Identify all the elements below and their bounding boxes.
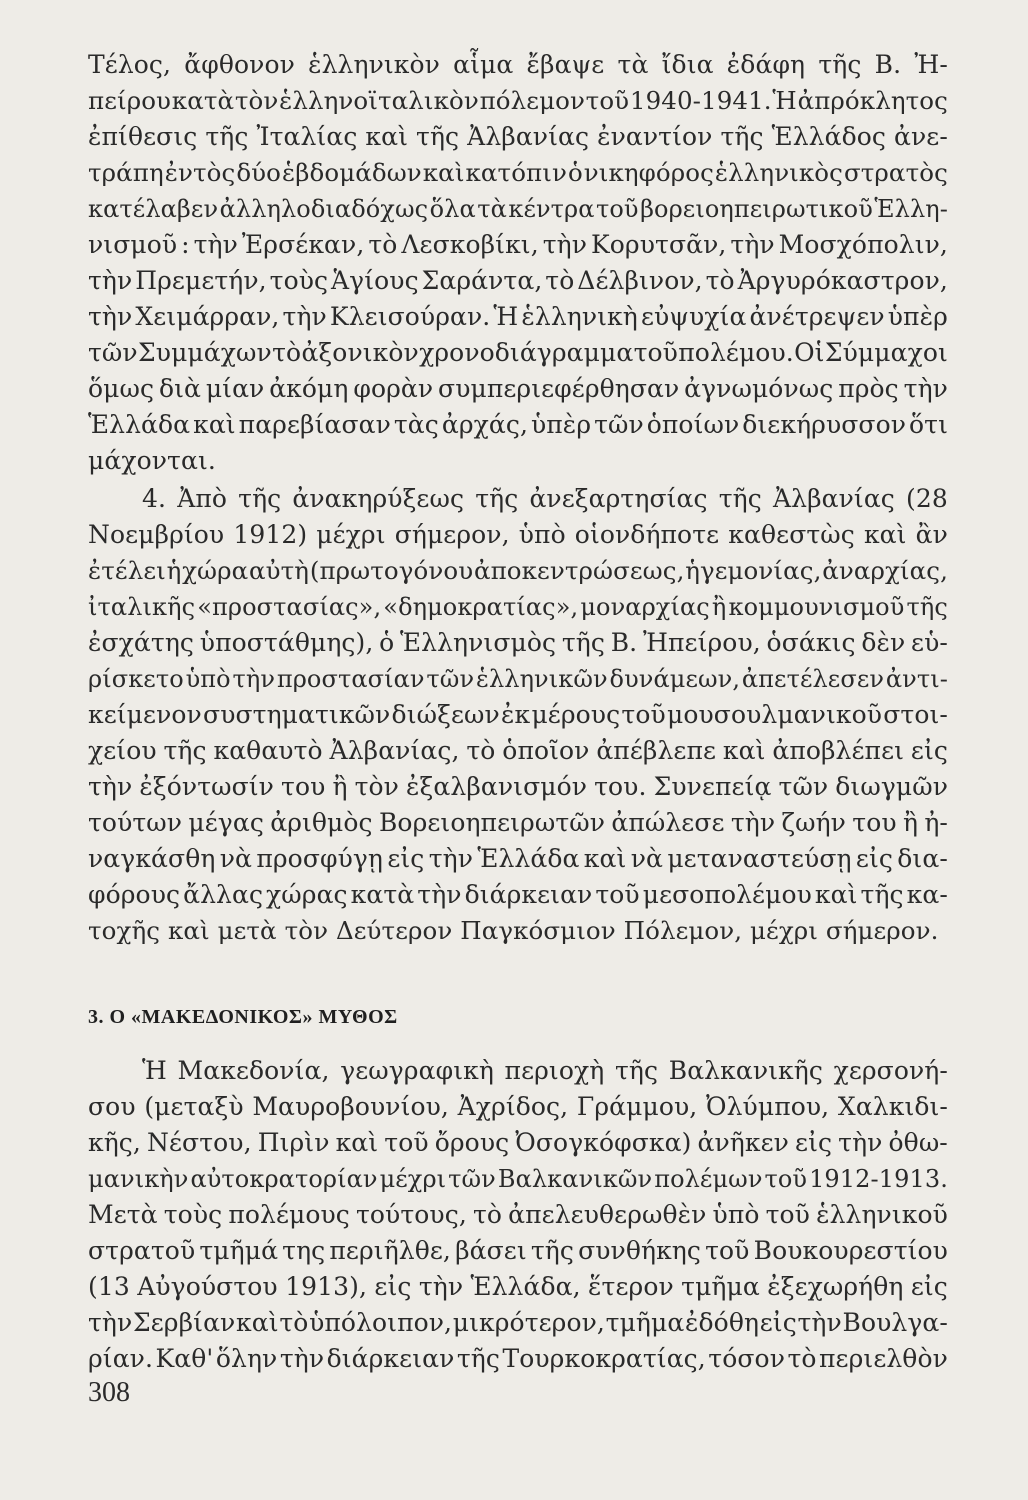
- text-line: ἐτέλει ἡ χώρα αὐτὴ (πρωτογόνου ἀποκεντρώσεως, ἡγεμονίας, ἀναρχίας,: [88, 556, 948, 585]
- text-line: τὴν Πρεμετήν, τοὺς Ἁγίους Σαράντα, τὸ Δέλβινον, τὸ Ἀργυρόκαστρον,: [88, 266, 948, 295]
- text-line: Ἡ Μακεδονία, γεωγραφικὴ περιοχὴ τῆς Βαλκανικῆς χερσονή-: [142, 1056, 948, 1085]
- text-line: τὴν Χειμάρραν, τὴν Κλεισούραν. Ἡ ἑλληνικὴ εὐψυχία ἀνέτρεψεν ὑπὲρ: [88, 302, 948, 331]
- text-line: τοχῆς καὶ μετὰ τὸν Δεύτερον Παγκόσμιον Πόλεμον, μέχρι σήμερον.: [88, 916, 939, 945]
- text-line: κείμενον συστηματικῶν διώξεων ἐκ μέρους τοῦ μουσουλμανικοῦ στοι-: [88, 700, 948, 729]
- text-line: τούτων μέγας ἀριθμὸς Βορειοηπειρωτῶν ἀπώλεσε τὴν ζωήν του ἢ ἠ-: [88, 808, 948, 837]
- text-line: τὴν ἐξόντωσίν του ἢ τὸν ἐξαλβανισμόν του. Συνεπείᾳ τῶν διωγμῶν: [88, 772, 948, 801]
- text-line: σου (μεταξὺ Μαυροβουνίου, Ἀχρίδος, Γράμμου, Ὀλύμπου, Χαλκιδι-: [88, 1092, 948, 1121]
- text-line: (13 Αὐγούστου 1913), εἰς τὴν Ἑλλάδα, ἕτερον τμῆμα ἐξεχωρήθη εἰς: [88, 1272, 948, 1301]
- section-heading: 3. Ο «ΜΑΚΕΔΟΝΙΚΟΣ» ΜΥΘΟΣ: [88, 1006, 398, 1028]
- text-line: φόρους ἄλλας χώρας κατὰ τὴν διάρκειαν τοῦ μεσοπολέμου καὶ τῆς κα-: [88, 880, 948, 909]
- text-line: Τέλος, ἄφθονον ἑλληνικὸν αἷμα ἔβαψε τὰ ἴδια ἐδάφη τῆς Β. Ἠ-: [88, 50, 948, 79]
- text-line: Νοεμβρίου 1912) μέχρι σήμερον, ὑπὸ οἱονδήποτε καθεστὼς καὶ ἂν: [88, 520, 948, 549]
- text-line: κατέλαβεν ἀλληλοδιαδόχως ὅλα τὰ κέντρα τοῦ βορειοηπειρωτικοῦ Ἑλλη-: [88, 195, 948, 223]
- text-line: τράπη ἐντὸς δύο ἑβδομάδων καὶ κατόπιν ὁ νικηφόρος ἑλληνικὸς στρατὸς: [88, 158, 948, 187]
- text-line: μανικὴν αὐτοκρατορίαν μέχρι τῶν Βαλκανικῶν πολέμων τοῦ 1912-1913.: [88, 1165, 948, 1193]
- page-number: 308: [88, 1377, 130, 1408]
- text-line: πείρου κατὰ τὸν ἑλληνοϊταλικὸν πόλεμον τοῦ 1940-1941. Ἡ ἀπρόκλητος: [88, 86, 948, 115]
- text-line: ἐπίθεσις τῆς Ἰταλίας καὶ τῆς Ἀλβανίας ἐναντίον τῆς Ἑλλάδος ἀνε-: [88, 122, 948, 151]
- text-line: ὅμως διὰ μίαν ἀκόμη φορὰν συμπεριεφέρθησαν ἀγνωμόνως πρὸς τὴν: [88, 374, 948, 403]
- text-line: Ἑλλάδα καὶ παρεβίασαν τὰς ἀρχάς, ὑπὲρ τῶν ὁποίων διεκήρυσσον ὅτι: [88, 410, 948, 439]
- text-line: ρίσκετο ὑπὸ τὴν προστασίαν τῶν ἑλληνικῶν δυνάμεων, ἀπετέλεσεν ἀντι-: [88, 665, 948, 693]
- text-line: τῶν Συμμάχων τὸ ἀξονικὸν χρονοδιάγραμμα τοῦ πολέμου. Οἱ Σύμμαχοι: [88, 338, 948, 367]
- text-line: Μετὰ τοὺς πολέμους τούτους, τὸ ἀπελευθερωθὲν ὑπὸ τοῦ ἑλληνικοῦ: [88, 1200, 948, 1229]
- text-line: ἰταλικῆς «προστασίας», «δημοκρατίας», μοναρχίας ἢ κομμουνισμοῦ τῆς: [88, 593, 948, 621]
- text-line: ρίαν. Καθ' ὅλην τὴν διάρκειαν τῆς Τουρκοκρατίας, τόσον τὸ περιελθὸν: [88, 1344, 948, 1373]
- text-line: μάχονται.: [88, 446, 216, 475]
- text-line: τὴν Σερβίαν καὶ τὸ ὑπόλοιπον, μικρότερον, τμῆμα ἐδόθη εἰς τὴν Βουλγα-: [88, 1308, 948, 1337]
- text-line: ναγκάσθη νὰ προσφύγῃ εἰς τὴν Ἑλλάδα καὶ νὰ μεταναστεύσῃ εἰς δια-: [88, 844, 948, 873]
- text-line: νισμοῦ : τὴν Ἐρσέκαν, τὸ Λεσκοβίκι, τὴν Κορυτσᾶν, τὴν Μοσχόπολιν,: [88, 230, 948, 259]
- text-line: κῆς, Νέστου, Πιρὶν καὶ τοῦ ὄρους Ὀσογκόφσκα) ἀνῆκεν εἰς τὴν ὀθω-: [88, 1128, 948, 1157]
- text-line: 4. Ἀπὸ τῆς ἀνακηρύξεως τῆς ἀνεξαρτησίας τῆς Ἀλβανίας (28: [142, 484, 948, 513]
- text-line: χείου τῆς καθαυτὸ Ἀλβανίας, τὸ ὁποῖον ἀπέβλεπε καὶ ἀποβλέπει εἰς: [88, 736, 948, 765]
- text-line: στρατοῦ τμῆμά της περιῆλθε, βάσει τῆς συνθήκης τοῦ Βουκουρεστίου: [88, 1236, 948, 1265]
- text-line: ἐσχάτης ὑποστάθμης), ὁ Ἑλληνισμὸς τῆς Β. Ἠπείρου, ὁσάκις δὲν εὑ-: [88, 628, 948, 657]
